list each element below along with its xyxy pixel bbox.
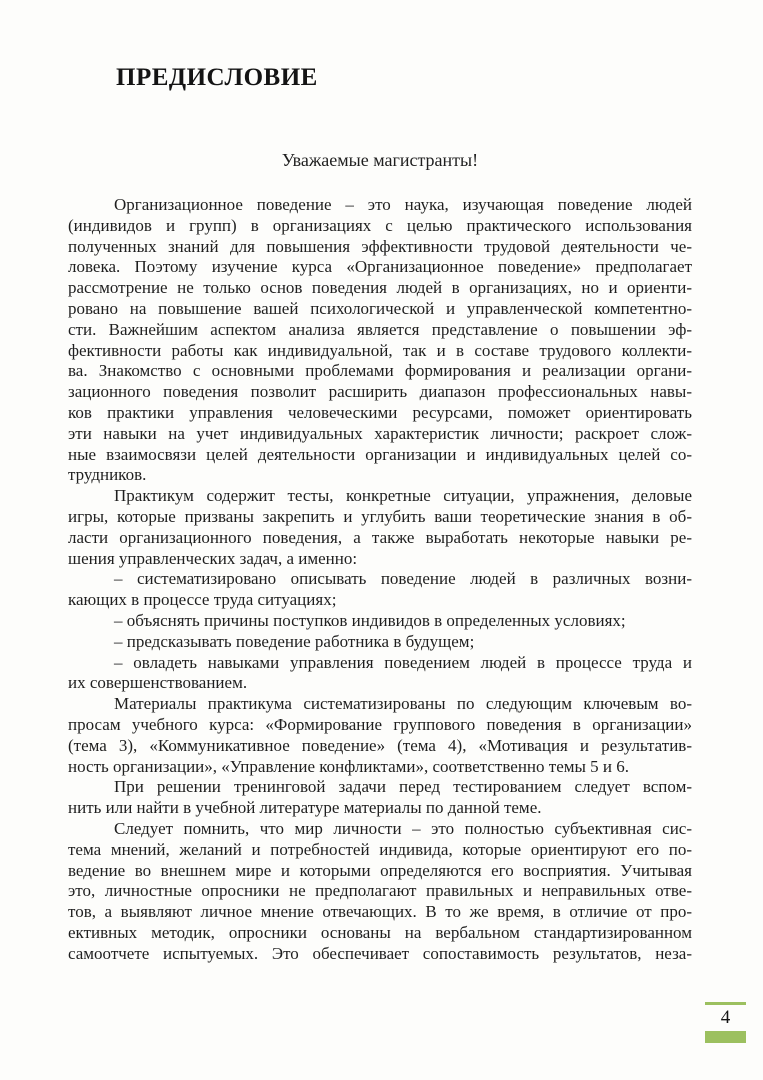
text-line: кающих в процессе труда ситуациях; bbox=[68, 590, 337, 610]
text-line: ные взаимосвязи целей деятельности организации и индивидуальных целей со- bbox=[68, 444, 692, 464]
text-line: ровано на повышение вашей психологической и управленческой компетентно- bbox=[68, 298, 692, 318]
text-line: Практикум содержит тесты, конкретные ситуации, упражнения, деловые bbox=[114, 486, 692, 506]
text-line: ность организации», «Управление конфликтами», соответственно темы 5 и 6. bbox=[68, 756, 630, 776]
text-line: Следует помнить, что мир личности – это полностью субъективная сис- bbox=[114, 818, 692, 838]
body-text bbox=[68, 195, 692, 964]
text-line: – систематизировано описывать поведение людей в различных возни- bbox=[114, 569, 692, 589]
text-line: эти навыки на учет индивидуальных характеристик личности; раскроет слож- bbox=[68, 423, 692, 443]
paragraph bbox=[68, 611, 692, 632]
text-line: ков практики управления человеческими ресурсами, поможет ориентировать bbox=[68, 402, 692, 422]
text-line: трудников. bbox=[68, 465, 147, 485]
text-line: – овладеть навыками управления поведением людей в процессе труда и bbox=[114, 652, 692, 672]
page-number-block bbox=[705, 1002, 746, 1043]
text-line: фективности работы как индивидуальной, так и в составе трудового коллекти- bbox=[68, 340, 692, 360]
text-line: сти. Важнейшим аспектом анализа является представление о повышении эф- bbox=[68, 319, 692, 339]
page-number: 4 bbox=[720, 1007, 731, 1028]
text-line: – объяснять причины поступков индивидов в определенных условиях; bbox=[114, 610, 626, 630]
text-line: просам учебного курса: «Формирование группового поведения в организации» bbox=[68, 714, 692, 734]
salutation: Уважаемые магистранты! bbox=[281, 150, 479, 170]
text-line: ва. Знакомство с основными проблемами формирования и реализации органи- bbox=[68, 361, 692, 381]
text-line: ведение во внешнем мире и которыми определяются его восприятия. Учитывая bbox=[68, 860, 692, 880]
text-line: тема мнений, желаний и потребностей индивида, которые ориентируют его по- bbox=[68, 839, 692, 859]
text-line: (тема 3), «Коммуникативное поведение» (тема 4), «Мотивация и результатив- bbox=[68, 735, 692, 755]
page-number-bottom-rule bbox=[705, 1031, 746, 1043]
text-line: шения управленческих задач, а именно: bbox=[68, 548, 358, 568]
text-line: полученных знаний для повышения эффективности трудовой деятельности че- bbox=[68, 236, 692, 256]
text-line: ловека. Поэтому изучение курса «Организационное поведение» предполагает bbox=[68, 257, 692, 277]
paragraph bbox=[68, 195, 692, 486]
paragraph bbox=[68, 632, 692, 653]
text-line: тов, а выявляют личное мнение отвечающих. В то же время, в отличие от про- bbox=[68, 902, 692, 922]
text-line: игры, которые призваны закрепить и углубить ваши теоретические знания в об- bbox=[68, 506, 692, 526]
text-line: это, личностные опросники не предполагают правильных и неправильных отве- bbox=[68, 881, 692, 901]
paragraph bbox=[68, 819, 692, 965]
text-line: Материалы практикума систематизированы по следующим ключевым во- bbox=[114, 694, 692, 714]
text-line: зационного поведения позволит расширить диапазон профессиональных навы- bbox=[68, 382, 692, 402]
text-line: ективных методик, опросники основаны на вербальном стандартизированном bbox=[68, 922, 692, 942]
page-title: ПРЕДИСЛОВИЕ bbox=[116, 64, 318, 91]
text-line: (индивидов и групп) в организациях с целью практического использования bbox=[68, 215, 692, 235]
paragraph bbox=[68, 694, 692, 777]
paragraph bbox=[68, 486, 692, 569]
paragraph bbox=[68, 777, 692, 819]
paragraph bbox=[68, 653, 692, 695]
text-line: их совершенствованием. bbox=[68, 673, 248, 693]
text-line: Организационное поведение – это наука, изучающая поведение людей bbox=[114, 195, 692, 214]
text-line: – предсказывать поведение работника в будущем; bbox=[114, 631, 475, 651]
text-line: рассмотрение не только основ поведения людей в организациях, но и ориенти- bbox=[68, 278, 692, 298]
text-line: самоотчете испытуемых. Это обеспечивает сопоставимость результатов, неза- bbox=[68, 943, 692, 963]
paragraph bbox=[68, 569, 692, 611]
text-line: При решении тренинговой задачи перед тестированием следует вспом- bbox=[114, 777, 692, 797]
text-line: нить или найти в учебной литературе материалы по данной теме. bbox=[68, 798, 542, 818]
text-line: ласти организационного поведения, а также выработать некоторые навыки ре- bbox=[68, 527, 692, 547]
